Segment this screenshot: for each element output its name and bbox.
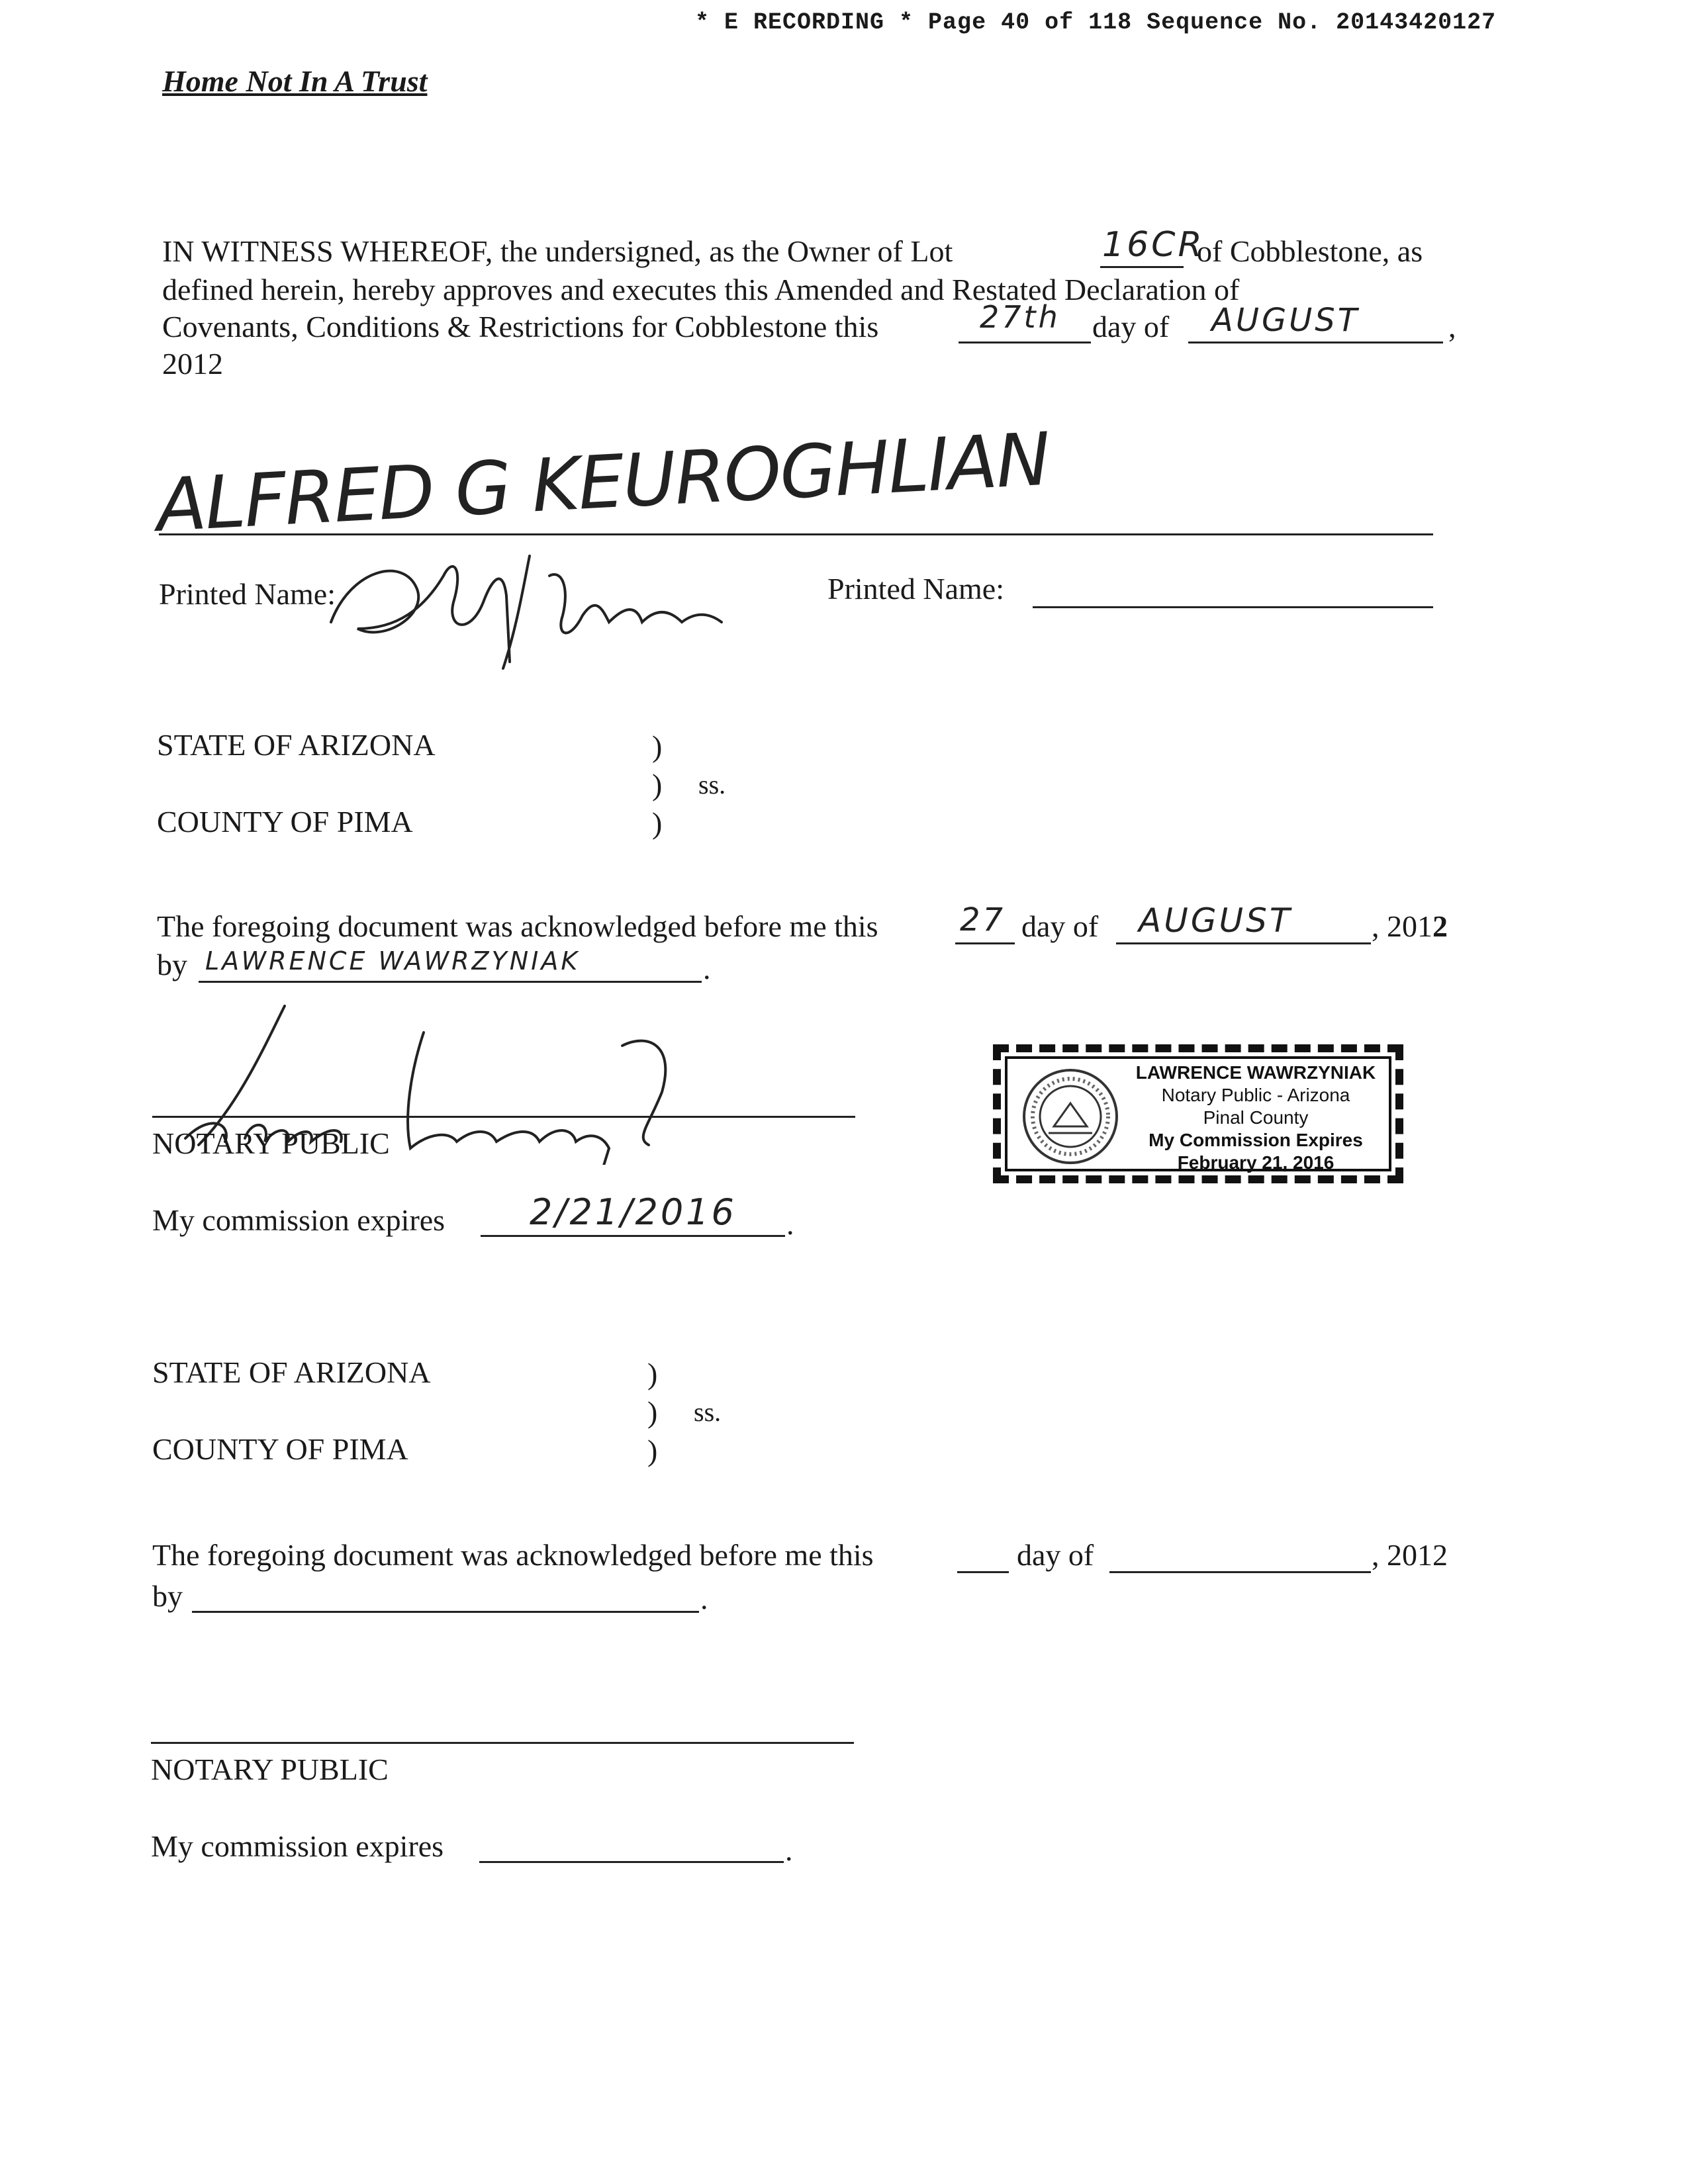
venue2-county: COUNTY OF PIMA [152,1432,408,1466]
witness-line-2: defined herein, hereby approves and executes this Amended and Restated Declaration of [162,273,1240,306]
venue1-state: STATE OF ARIZONA [157,728,436,762]
stamp-name: LAWRENCE WAWRZYNIAK [1135,1062,1376,1083]
witness-line-3-mid: day of [1092,310,1170,343]
notary2-commission-end: . [785,1833,793,1867]
witness-line-3-post: , [1448,310,1456,343]
notary2-label: NOTARY PUBLIC [151,1752,389,1786]
witness-line-1-post: of Cobblestone, as [1197,234,1423,268]
ack1-day-value: 27 [960,901,1006,938]
arizona-seal-icon [1021,1067,1120,1166]
stamp-expires-label: My Commission Expires [1149,1130,1363,1150]
ack1-pre: The foregoing document was acknowledged before me this [157,909,878,943]
notary1-commission-line [481,1235,785,1237]
ack2-by-line [192,1611,699,1613]
ack1-month-value: AUGUST [1139,901,1293,940]
notary2-line [151,1742,854,1744]
notary2-commission-line [479,1861,784,1863]
day-value: 27th [980,299,1060,335]
document-subtitle: Home Not In A Trust [162,64,428,98]
ack2-year: , 2012 [1372,1538,1448,1572]
month-value: AUGUST [1211,302,1360,339]
day-blank [959,341,1091,343]
ack2-pre: The foregoing document was acknowledged before me this [152,1538,874,1572]
ack2-month-blank [1109,1571,1371,1573]
owner-name-handwritten: ALFRED G KEUROGHLIAN [154,416,1052,548]
ack2-day-blank [957,1571,1009,1573]
venue1-county: COUNTY OF PIMA [157,805,413,839]
lot-blank [1100,266,1184,268]
venue1-paren-2: ) [652,768,663,801]
venue2-state: STATE OF ARIZONA [152,1355,431,1389]
venue1-paren-3: ) [652,806,663,840]
notary2-commission-label: My commission expires [151,1829,444,1863]
ack1-day-blank [955,942,1015,944]
witness-line-3-pre: Covenants, Conditions & Restrictions for Cobblestone this [162,310,879,343]
ack1-month-blank [1116,942,1371,944]
venue2-paren-2: ) [647,1395,658,1429]
lot-value: 16CR [1102,225,1205,265]
owner-signature [311,529,841,682]
witness-year: 2012 [162,347,223,381]
venue1-paren-1: ) [652,729,663,763]
recording-header: * E RECORDING * Page 40 of 118 Sequence No. 20143420127 [695,9,1497,36]
ack2-end: . [700,1582,708,1615]
printed-name-label-1: Printed Name: [159,577,336,611]
stamp-title: Notary Public - Arizona [1161,1085,1350,1105]
stamp-county: Pinal County [1203,1107,1309,1128]
printed-name-label-2: Printed Name: [827,572,1004,606]
month-blank [1188,341,1443,343]
ack1-by: by [157,948,187,981]
notary1-commission-date: 2/21/2016 [530,1191,737,1233]
ack1-end: . [703,952,711,985]
notary1-label: NOTARY PUBLIC [152,1126,390,1160]
ack2-by: by [152,1579,183,1613]
ack2-mid: day of [1017,1538,1094,1572]
notary1-commission-label: My commission expires [152,1203,445,1237]
venue2-ss: ss. [694,1397,722,1427]
ack1-by-name: LAWRENCE WAWRZYNIAK [205,946,581,976]
printed-name-line-2 [1033,606,1433,608]
venue2-paren-3: ) [647,1433,658,1467]
notary1-line [152,1116,855,1118]
stamp-text-block [1123,1062,1388,1174]
witness-line-1-pre: IN WITNESS WHEREOF, the undersigned, as the Owner of Lot [162,234,953,268]
notary1-commission-end: . [786,1207,794,1241]
ack1-year: , 2012 [1372,909,1448,943]
venue2-paren-1: ) [647,1357,658,1390]
venue1-ss: ss. [698,770,726,799]
ack1-mid: day of [1021,909,1099,943]
stamp-expires-date: February 21, 2016 [1177,1152,1335,1173]
notary-stamp [993,1044,1403,1183]
ack1-by-line [199,981,702,983]
